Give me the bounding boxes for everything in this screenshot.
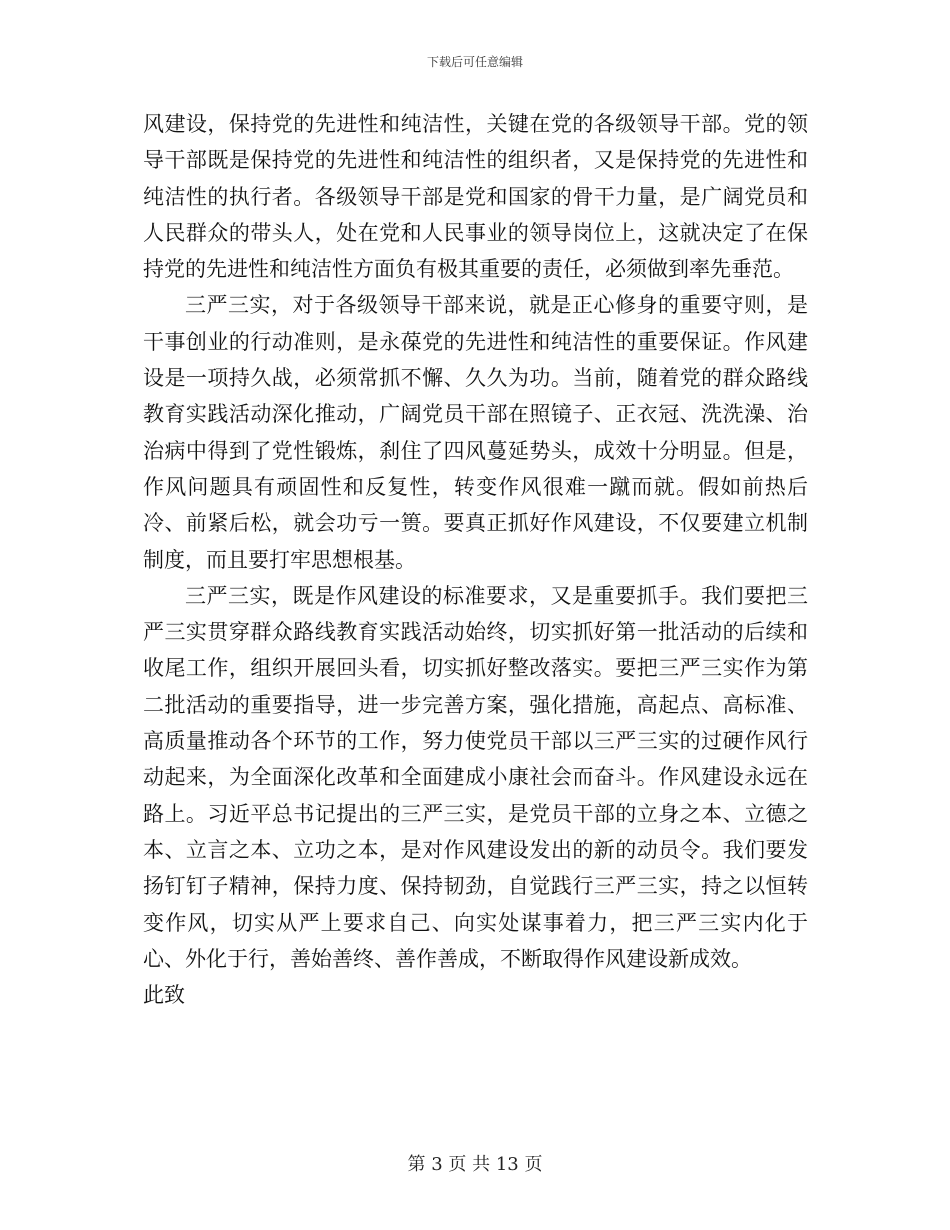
paragraph-sanyan-sanshi-guideline: 三严三实，对于各级领导干部来说，就是正心修身的重要守则，是干事创业的行动准则，是永葆党的先进性和纯洁性的重要保证。作风建设是一项持久战，必须常抓不懈、久久为功。当前，随着党的群众路线教育实践活动深化推动，广阔党员干部在照镜子、正衣冠、洗洗澡、治治病中得到了党性锻炼，刹住了四风蔓延势头，成效十分明显。但是，作风问题具有顽固性和反复性，转变作风很难一蹴而就。假如前热后冷、前紧后松，就会功亏一篑。要真正抓好作风建设，不仅要建立机制制度，而且要打牢思想根基。 <box>143 293 808 572</box>
page-header: 下载后可任意编辑 <box>426 55 523 69</box>
page-number-footer: 第 3 页 共 13 页 <box>407 1154 543 1175</box>
paragraph-continuation: 风建设，保持党的先进性和纯洁性，关键在党的各级领导干部。党的领导干部既是保持党的先进性和纯洁性的组织者，又是保持党的先进性和纯洁性的执行者。各级领导干部是党和国家的骨干力量，是广阔党员和人民群众的带头人，处在党和人民事业的领导岗位上，这就决定了在保持党的先进性和纯洁性方面负有极其重要的责任，必须做到率先垂范。 <box>143 112 808 282</box>
document-body <box>143 106 808 1013</box>
closing-salutation: 此致 <box>143 983 185 1008</box>
paragraph-sanyan-sanshi-standard: 三严三实，既是作风建设的标准要求，又是重要抓手。我们要把三严三实贯穿群众路线教育实践活动始终，切实抓好第一批活动的后续和收尾工作，组织开展回头看，切实抓好整改落实。要把三严三实作为第二批活动的重要指导，进一步完善方案，强化措施，高起点、高标准、高质量推动各个环节的工作，努力使党员干部以三严三实的过硬作风行动起来，为全面深化改革和全面建成小康社会而奋斗。作风建设永远在路上。习近平总书记提出的三严三实，是党员干部的立身之本、立德之本、立言之本、立功之本，是对作风建设发出的新的动员令。我们要发扬钉钉子精神，保持力度、保持韧劲，自觉践行三严三实，持之以恒转变作风，切实从严上要求自己、向实处谋事着力，把三严三实内化于心、外化于行，善始善终、善作善成，不断取得作风建设新成效。 <box>143 583 808 971</box>
